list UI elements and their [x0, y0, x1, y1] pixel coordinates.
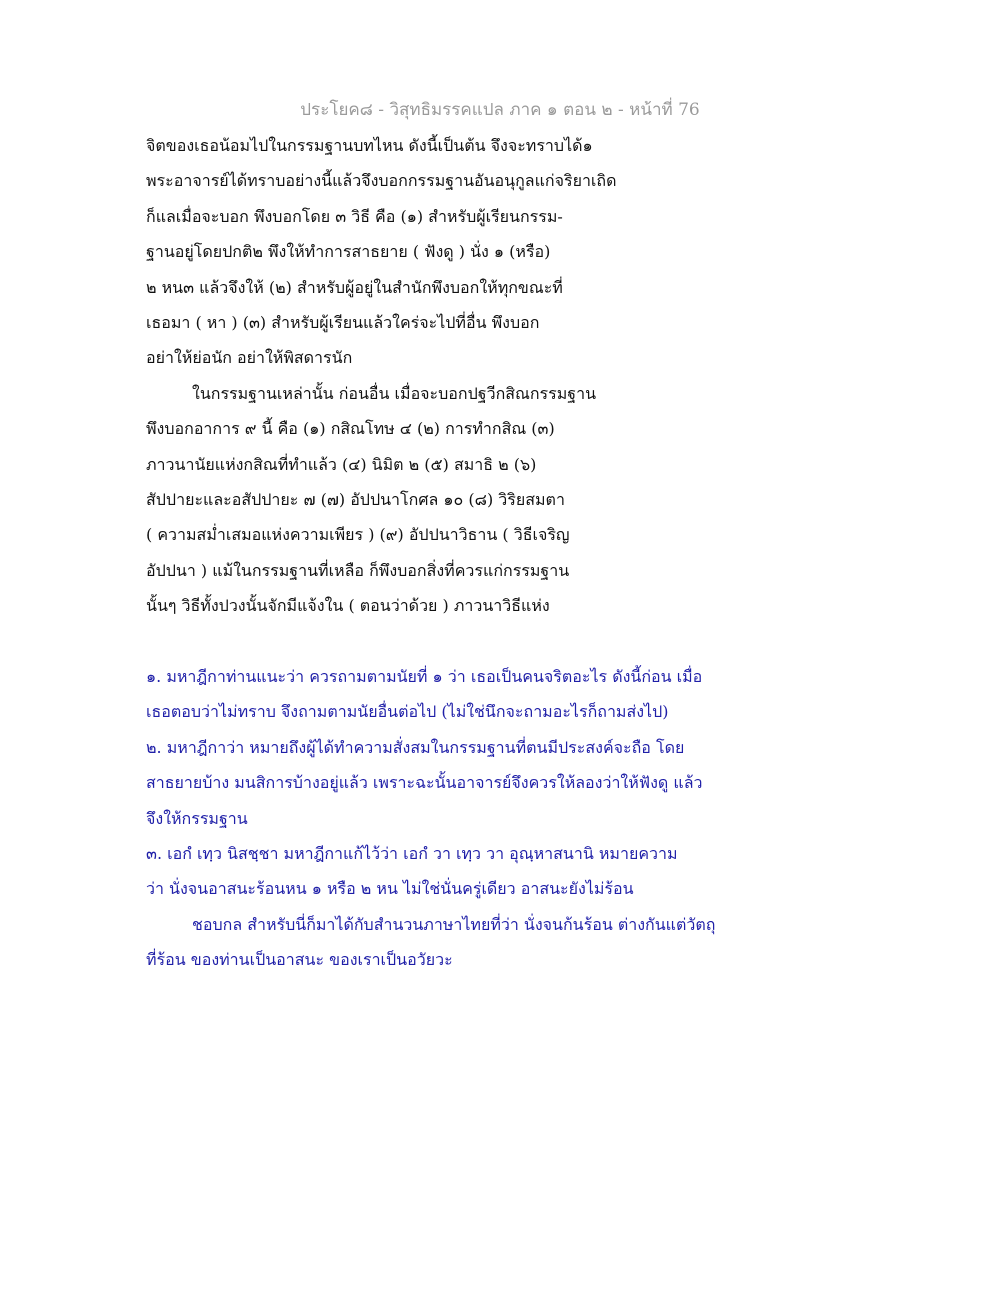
text-line: พระอาจารย์ได้ทราบอย่างนี้แล้วจึงบอกกรรมฐานอันอนุกูลแก่จริยาเถิด [146, 171, 617, 191]
footnote-1-line: ๑. มหาฎีกาท่านแนะว่า ควรถามตามนัยที่ ๑ ว่า เธอเป็นคนจริตอะไร ดังนี้ก่อน เมื่อ [146, 667, 703, 686]
page-header: ประโยค๘ - วิสุทธิมรรคแปล ภาค ๑ ตอน ๒ - หน้าที่ 76 [300, 100, 700, 120]
footnote-3-line: ๓. เอกํ เทฺว นิสชฺชา มหาฎีกาแก้ไว้ว่า เอกํ วา เทฺว วา อุณฺหาสนานิ หมายความ [146, 844, 678, 864]
footnote-3-line: ว่า นั่งจนอาสนะร้อนหน ๑ หรือ ๒ หน ไม่ใช่นั่นครู่เดียว อาสนะยังไม่ร้อน [146, 879, 634, 899]
text-line: ๒ หน๓ แล้วจึงให้ (๒) สำหรับผู้อยู่ในสำนักพึงบอกให้ทุกขณะที่ [146, 277, 563, 297]
footnote-3-line: ที่ร้อน ของท่านเป็นอาสนะ ของเราเป็นอวัยวะ [146, 950, 453, 970]
main-text [146, 128, 866, 624]
footnote-3-line: ชอบกล สำหรับนี่ก็มาได้กับสำนวนภาษาไทยที่ว่า นั่งจนก้นร้อน ต่างกันแต่วัตถุ [192, 914, 716, 934]
footnote-2-line: สาธยายบ้าง มนสิการบ้างอยู่แล้ว เพราะฉะนั้นอาจารย์จึงควรให้ลองว่าให้ฟังดู แล้ว [146, 773, 703, 793]
text-line: ภาวนานัยแห่งกสิณที่ทำแล้ว (๔) นิมิต ๒ (๕) สมาธิ ๒ (๖) [146, 454, 537, 474]
footnote-2-line: จึงให้กรรมฐาน [146, 808, 248, 828]
text-line: อัปปนา ) แม้ในกรรมฐานที่เหลือ ก็พึงบอกสิ่งที่ควรแก่กรรมฐาน [146, 560, 570, 580]
text-line: เธอมา ( หา ) (๓) สำหรับผู้เรียนแล้วใคร่จะไปที่อื่น พึงบอก [146, 313, 540, 333]
text-line: จิตของเธอน้อมไปในกรรมฐานบทไหน ดังนี้เป็นต้น จึงจะทราบได้๑ [146, 136, 593, 155]
text-line: ( ความสม่ำเสมอแห่งความเพียร ) (๙) อัปปนาวิธาน ( วิธีเจริญ [146, 525, 570, 545]
text-line: สัปปายะและอสัปปายะ ๗ (๗) อัปปนาโกศล ๑๐ (๘) วิริยสมตา [146, 490, 565, 510]
footnote-2-line: ๒. มหาฎีกาว่า หมายถึงผู้ได้ทำความสั่งสมในกรรมฐานที่ตนมีประสงค์จะถือ โดย [146, 737, 685, 757]
text-line: ก็แลเมื่อจะบอก พึงบอกโดย ๓ วิธี คือ (๑) สำหรับผู้เรียนกรรม- [146, 206, 563, 226]
text-line: พึงบอกอาการ ๙ นี้ คือ (๑) กสิณโทษ ๔ (๒) การทำกสิณ (๓) [146, 419, 555, 439]
text-line: นั้นๆ วิธีทั้งปวงนั้นจักมีแจ้งใน ( ตอนว่าด้วย ) ภาวนาวิธีแห่ง [146, 596, 550, 616]
paragraph-start-line: ในกรรมฐานเหล่านั้น ก่อนอื่น เมื่อจะบอกปฐวีกสิณกรรมฐาน [192, 383, 597, 403]
footnote-1-line: เธอตอบว่าไม่ทราบ จึงถามตามนัยอื่นต่อไป (ไม่ใช่นึกจะถามอะไรก็ถามส่งไป) [146, 702, 669, 722]
text-line: อย่าให้ย่อนัก อย่าให้พิสดารนัก [146, 348, 353, 368]
footnotes [146, 659, 866, 978]
text-line: ฐานอยู่โดยปกติ๒ พึงให้ทำการสาธยาย ( ฟังดู ) นั่ง ๑ (หรือ) [146, 242, 551, 262]
